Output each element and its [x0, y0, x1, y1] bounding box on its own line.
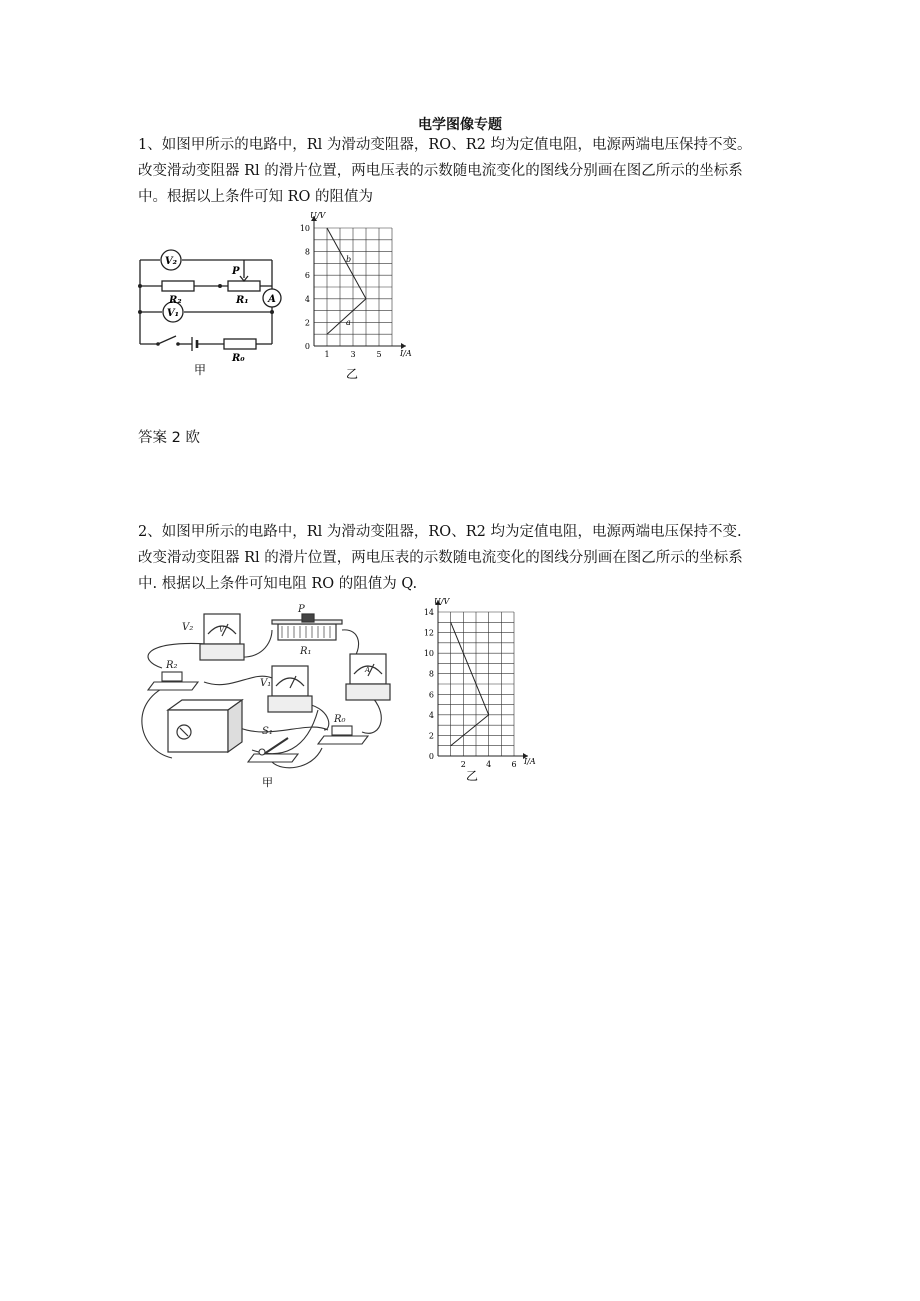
answer-text: 答案 2 欧: [138, 430, 200, 446]
figure-caption-jia: 甲: [194, 363, 207, 377]
r1-label: R₁: [300, 646, 312, 657]
y-tick-label: 12: [423, 628, 434, 638]
r2-label: R₂: [169, 295, 182, 306]
ammeter-label: A: [268, 294, 276, 305]
question-1-line: 中。根据以上条件可知 RO 的阻值为: [138, 189, 374, 205]
y-tick-label: 6: [428, 690, 434, 700]
ammeter-face-label: A: [365, 666, 371, 674]
x-tick-label: 1: [324, 350, 330, 359]
x-tick-label: 2: [460, 760, 466, 769]
y-tick-label: 8: [304, 247, 310, 257]
voltmeter-face-label: V: [219, 626, 225, 634]
ui-graph-1: [296, 208, 432, 380]
series-line: [327, 299, 366, 334]
question-1-text: [138, 132, 788, 210]
question-1-line: 1、如图甲所示的电路中，Rl 为滑动变阻器，RO、R2 均为定值电阻，电源两端电压保持不变。: [138, 137, 752, 153]
x-axis-label: I/A: [400, 349, 412, 358]
circuit-diagram-1: [132, 238, 292, 380]
graph-grid: [311, 216, 406, 349]
y-tick-label: 4: [428, 710, 434, 720]
question-2-line: 2、如图甲所示的电路中，Rl 为滑动变阻器，RO、R2 均为定值电阻，电源两端电压保持不变.: [138, 524, 742, 540]
s1-label: S₁: [262, 726, 273, 737]
y-tick-label: 10: [423, 649, 434, 659]
r0-label: R₀: [334, 714, 346, 725]
figure-caption-yi: 乙: [346, 367, 359, 380]
question-1-line: 改变滑动变阻器 Rl 的滑片位置，两电压表的示数随电流变化的图线分别画在图乙所示的坐标系: [138, 163, 743, 179]
question-2-line: 改变滑动变阻器 Rl 的滑片位置，两电压表的示数随电流变化的图线分别画在图乙所示的坐标系: [138, 550, 743, 566]
y-tick-label: 4: [304, 294, 310, 304]
y-tick-label: 2: [304, 318, 310, 328]
figure-caption-jia: 甲: [262, 776, 273, 789]
y-tick-label: 14: [423, 608, 434, 617]
r2-label: R₂: [166, 660, 178, 671]
v2-label: V₂: [182, 622, 194, 633]
y-tick-label: 2: [428, 731, 434, 741]
ui-graph-2: [416, 592, 552, 784]
series-line: [451, 622, 489, 715]
figure-caption-yi: 乙: [466, 769, 479, 783]
y-tick-label: 8: [428, 669, 434, 679]
v1-label: V₁: [260, 678, 272, 689]
slider-p-label: P: [232, 266, 240, 277]
page-title: 电学图像专题: [418, 117, 502, 133]
y-tick-label: 0: [304, 342, 310, 351]
slider-p-label: P: [298, 604, 305, 615]
y-tick-label: 10: [299, 224, 310, 233]
x-tick-label: 5: [376, 350, 382, 359]
x-axis-label: I/A: [524, 757, 536, 766]
r1-label: R₁: [236, 295, 249, 306]
graph-grid: [435, 600, 528, 759]
curve-a-label: a: [346, 318, 351, 327]
x-tick-label: 6: [511, 760, 517, 769]
curve-b-label: b: [346, 255, 352, 264]
v2-label: V₂: [164, 256, 178, 267]
x-tick-label: 4: [486, 760, 492, 769]
x-tick-label: 3: [350, 350, 356, 359]
y-axis-label: U/V: [434, 597, 450, 606]
apparatus-diagram-2: [132, 600, 412, 790]
r0-label: R₀: [232, 353, 245, 364]
question-2-text: [138, 519, 788, 597]
y-tick-label: 0: [428, 752, 434, 761]
series-line: [451, 715, 489, 746]
y-axis-label: U/V: [310, 211, 326, 220]
question-2-line: 中. 根据以上条件可知电阻 RO 的阻值为 Q.: [138, 576, 418, 592]
y-tick-label: 6: [304, 271, 310, 281]
v1-label: V₁: [166, 308, 180, 319]
